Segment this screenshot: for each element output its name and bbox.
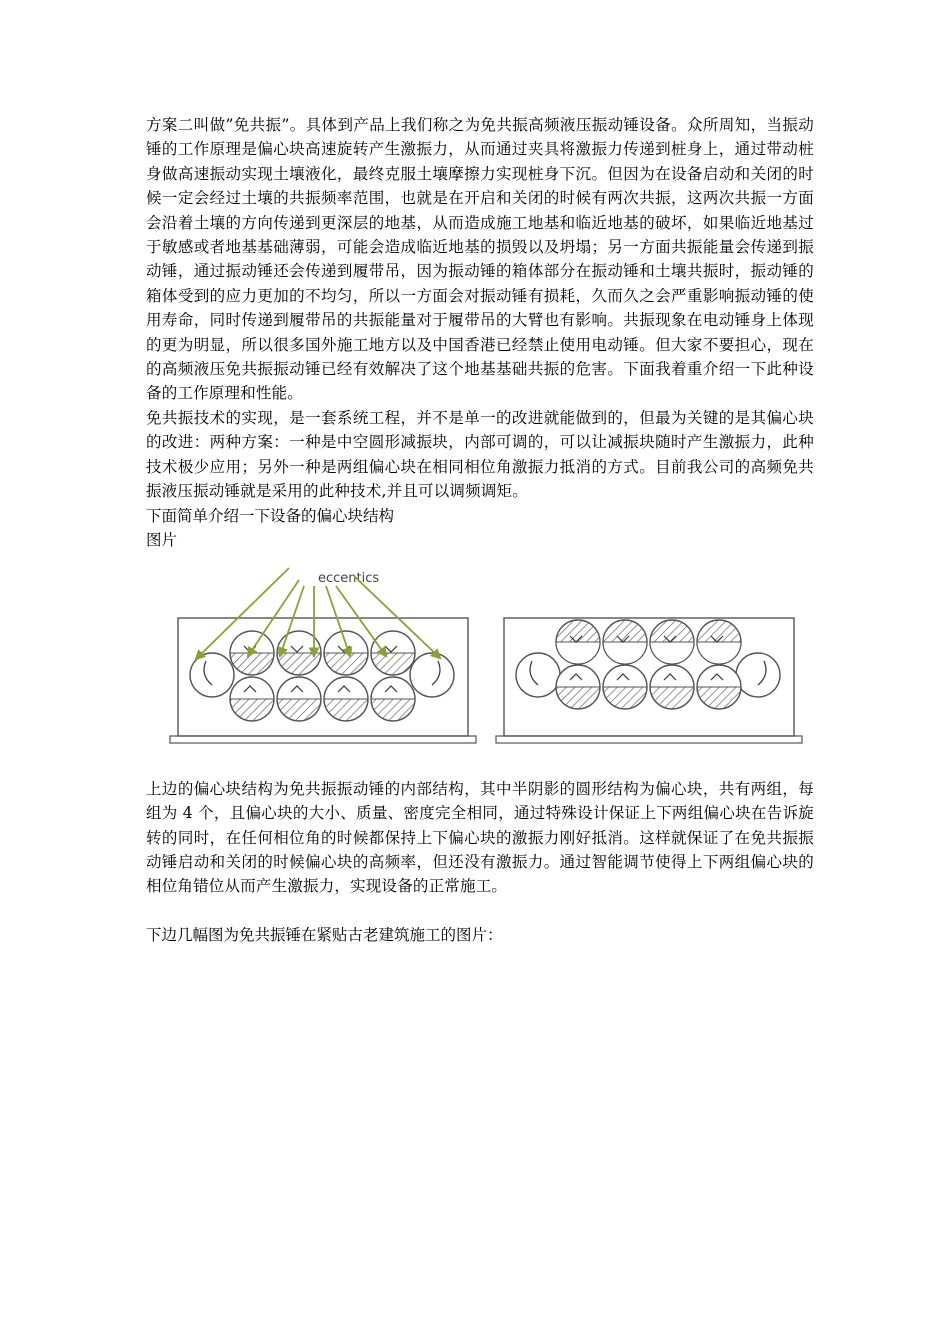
left-base bbox=[170, 736, 476, 743]
eccentric-structure-figure bbox=[154, 556, 814, 744]
eccentric-half-clear bbox=[603, 642, 647, 664]
right-bottom-row bbox=[556, 665, 741, 709]
paragraph-structure-explanation: 上边的偏心块结构为免共振振动锤的内部结构，其中半阴影的圆形结构为偏心块，共有两组，每组为 4 个，且偏心块的大小、质量、密度完全相同，通过特殊设计保证上下两组偏心块在告诉旋转的同时，在任何相位角的时候都保持上下偏心块的激振力刚好抵消。这样就保证了在免共振振动锤启动和关闭的时候偏心块的高频率，但还没有激振力。通过智能调节使得上下两组偏心块的相位角错位从而产生激振力，实现设备的正常施工。 bbox=[146, 779, 814, 896]
eccentric-half-shade bbox=[277, 699, 321, 721]
eccentric-half-shade bbox=[603, 687, 647, 709]
eccentric-half-shade bbox=[324, 699, 368, 721]
eccentics-label: eccentics bbox=[318, 571, 380, 587]
paragraph-intro: 方案二叫做”免共振”。具体到产品上我们称之为免共振高频液压振动锤设备。众所周知，当振动锤的工作原理是偏心块高速旋转产生激振力，从而通过夹具将激振力传递到桩身上，通过带动桩身做高速振动实现土壤液化，最终克服土壤摩擦力实现桩身下沉。但因为在设备启动和关闭的时候一定会经过土壤的共振频率范围，也就是在开启和关闭的时候有两次共振，这两次共振一方面会沿着土壤的方向传递到更深层的地基，从而造成施工地基和临近地基的破坏，如果临近地基过于敏感或者地基基础薄弱，可能会造成临近地基的损毁以及坍塌；另一方面共振能量会传递到振动锤，通过振动锤还会传递到履带吊，因为振动锤的箱体部分在振动锤和土壤共振时，振动锤的箱体受到的应力更加的不均匀，所以一方面会对振动锤有损耗，久而久之会严重影响振动锤的使用寿命，同时传递到履带吊的共振能量对于履带吊的大臂也有影响。共振现象在电动锤身上体现的更为明显，所以很多国外施工地方以及中国香港已经禁止使用电动锤。但大家不要担心，现在的高频液压免共振振动锤已经有效解决了这个地基基础共振的危害。下面我着重介绍一下此种设备的工作原理和性能。 bbox=[146, 116, 814, 403]
right-base bbox=[496, 736, 802, 743]
eccentric-half-clear bbox=[556, 642, 600, 664]
paragraph-image-label: 图片 bbox=[146, 530, 178, 549]
paragraph-structure-intro: 下面简单介绍一下设备的偏心块结构 bbox=[146, 506, 395, 525]
paragraph-technology: 免共振技术的实现，是一套系统工程，并不是单一的改进就能做到的，但最为关键的是其偏心块的改进：两种方案：一种是中空圆形减振块，内部可调的，可以让减振块随时产生激振力，此种技术极少应用；另外一种是两组偏心块在相同相位角激振力抵消的方式。目前我公司的高频免共振液压振动锤就是采用的此种技术,并且可以调频调矩。 bbox=[146, 408, 814, 501]
document-page bbox=[146, 113, 814, 948]
eccentric-half-shade bbox=[277, 653, 321, 675]
right-end-wheel bbox=[410, 653, 454, 697]
eccentric-half-shade bbox=[324, 653, 368, 675]
eccentric-half-clear bbox=[697, 642, 741, 664]
spacer bbox=[146, 899, 814, 923]
left-bottom-row bbox=[230, 677, 415, 721]
left-end-wheel bbox=[516, 653, 560, 697]
right-top-row bbox=[556, 620, 741, 664]
eccentric-half-shade bbox=[230, 699, 274, 721]
spacer bbox=[146, 744, 814, 768]
eccentric-half-shade bbox=[650, 687, 694, 709]
eccentric-half-shade bbox=[371, 699, 415, 721]
paragraph-photos-intro: 下边几幅图为免共振锤在紧贴古老建筑施工的图片： bbox=[146, 926, 503, 945]
eccentric-half-shade bbox=[230, 653, 274, 675]
eccentric-half-shade bbox=[697, 687, 741, 709]
left-top-row bbox=[230, 631, 415, 675]
right-end-wheel bbox=[736, 653, 780, 697]
left-diagram bbox=[170, 568, 476, 743]
right-diagram bbox=[496, 618, 802, 743]
eccentric-half-shade bbox=[371, 653, 415, 675]
eccentric-half-clear bbox=[650, 642, 694, 664]
eccentric-half-shade bbox=[556, 687, 600, 709]
